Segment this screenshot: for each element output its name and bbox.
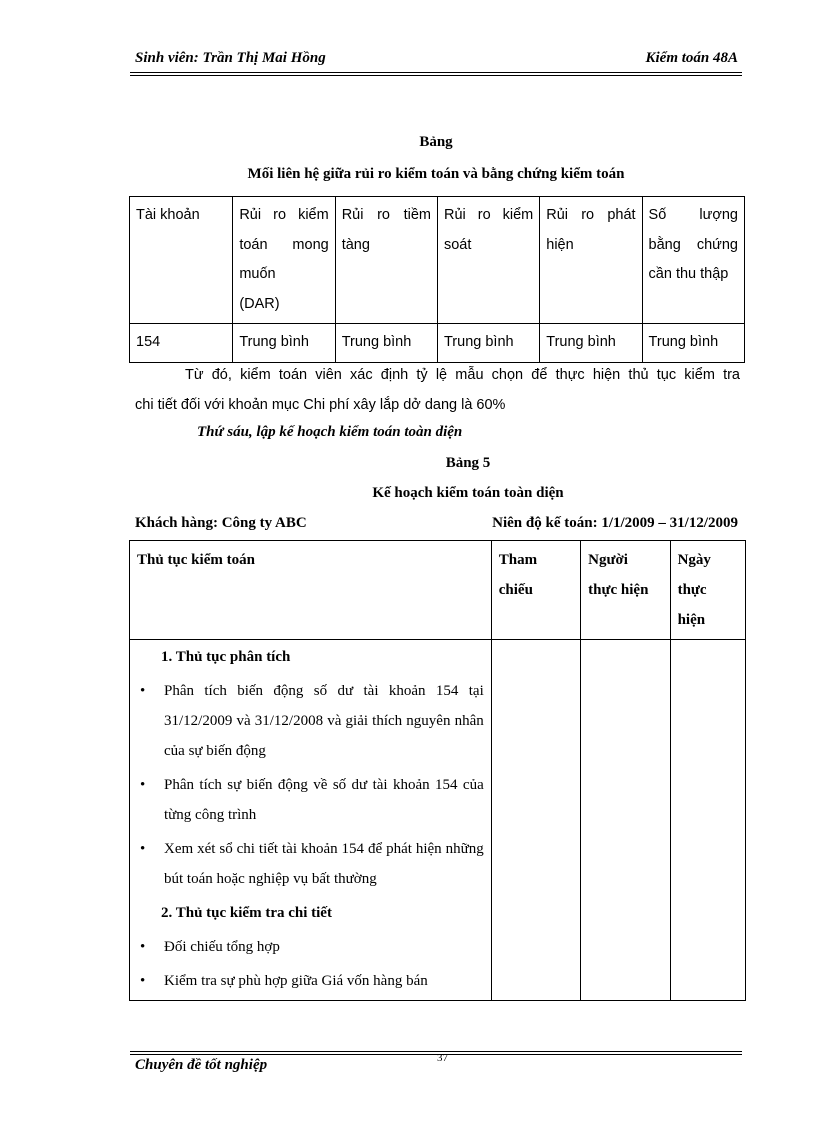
plan-date-cell bbox=[670, 640, 745, 1001]
header-course: Kiểm toán 48A bbox=[645, 50, 738, 66]
header-rule-2 bbox=[130, 75, 742, 76]
plan-header-reference bbox=[491, 541, 580, 640]
header-text: Rủi ro tiềm bbox=[341, 207, 431, 223]
list-item bbox=[137, 834, 484, 894]
header-text: Tài khoản bbox=[136, 207, 200, 223]
list-item bbox=[137, 932, 484, 962]
header-student: Sinh viên: Trần Thị Mai Hồng bbox=[135, 50, 326, 66]
table1-title: Mối liên hệ giữa rủi ro kiểm toán và bằng chứng kiểm toán bbox=[247, 166, 625, 182]
list-item-text: Đối chiếu tổng hợp bbox=[164, 939, 280, 955]
risk-cell-dar: Trung bình bbox=[233, 324, 335, 363]
risk-header-dar bbox=[233, 197, 335, 324]
list-item-text: Phân tích sự biến động về số dư tài khoản 154 của từng công trình bbox=[164, 777, 484, 823]
fiscal-period: Niên độ kế toán: 1/1/2009 – 31/12/2009 bbox=[492, 515, 738, 531]
header-text: Rủi ro kiểm bbox=[443, 207, 534, 223]
header-text: bằng chứng bbox=[648, 236, 738, 253]
risk-header-inherent bbox=[335, 197, 437, 324]
paragraph-line-1: Từ đó, kiểm toán viên xác định tỷ lệ mẫu chọn để thực hiện thủ tục kiểm tra bbox=[185, 367, 740, 383]
header-rule-1 bbox=[130, 72, 742, 73]
paragraph bbox=[135, 360, 740, 420]
table1-label: Bảng bbox=[419, 134, 453, 150]
bullet-icon: • bbox=[140, 841, 146, 857]
header-text: thực bbox=[677, 582, 707, 598]
plan-procedure-cell bbox=[130, 640, 492, 1001]
bullet-icon: • bbox=[140, 939, 146, 955]
header-text: Người bbox=[588, 552, 628, 568]
risk-header-evidence bbox=[642, 197, 744, 324]
section1-title: 1. Thủ tục phân tích bbox=[161, 649, 291, 665]
list-item bbox=[137, 966, 484, 996]
risk-cell-inherent: Trung bình bbox=[335, 324, 437, 363]
risk-table-header-row bbox=[130, 197, 745, 324]
header-text: Rủi ro phát bbox=[546, 207, 636, 223]
header-text: soát bbox=[443, 236, 472, 253]
list-item bbox=[137, 770, 484, 830]
list-item-text: Xem xét sổ chi tiết tài khoản 154 để phát hiện những bút toán hoặc nghiệp vụ bất thường bbox=[164, 841, 484, 887]
table2-title: Kế hoạch kiểm toán toàn diện bbox=[372, 485, 564, 501]
plan-body-row bbox=[130, 640, 746, 1001]
header-text: hiện bbox=[677, 612, 706, 628]
header-text: Ngày bbox=[677, 552, 711, 568]
list-item-text: Kiểm tra sự phù hợp giữa Giá vốn hàng bán bbox=[164, 973, 428, 989]
plan-header-date bbox=[670, 541, 745, 640]
bullet-icon: • bbox=[140, 683, 146, 699]
plan-header-row bbox=[130, 541, 746, 640]
risk-cell-account: 154 bbox=[130, 324, 233, 363]
page-number: 37 bbox=[437, 1052, 448, 1064]
risk-header-control bbox=[437, 197, 539, 324]
risk-cell-detection: Trung bình bbox=[540, 324, 642, 363]
plan-header-procedure: Thủ tục kiểm toán bbox=[130, 541, 492, 640]
section-heading: Thứ sáu, lập kế hoạch kiểm toán toàn diện bbox=[197, 424, 463, 440]
footer-title: Chuyên đề tốt nghiệp bbox=[135, 1057, 268, 1073]
header-text: tàng bbox=[341, 236, 370, 253]
header-text: Số lượng bbox=[648, 207, 738, 223]
risk-table-row bbox=[130, 324, 745, 363]
risk-header-detection bbox=[540, 197, 642, 324]
header-text: (DAR) bbox=[239, 295, 280, 312]
header-text: muốn bbox=[239, 266, 276, 282]
client-name: Khách hàng: Công ty ABC bbox=[135, 515, 307, 531]
header-text: toán mong bbox=[239, 236, 329, 253]
bullet-icon: • bbox=[140, 777, 146, 793]
footer-rule-1 bbox=[130, 1051, 742, 1052]
footer-rule-2 bbox=[130, 1054, 742, 1055]
plan-header-person bbox=[581, 541, 670, 640]
audit-plan-table bbox=[129, 540, 746, 1001]
plan-person-cell bbox=[581, 640, 670, 1001]
header-text: cần thu thập bbox=[648, 266, 729, 282]
header-text: Tham bbox=[498, 552, 538, 568]
header-text: hiện bbox=[546, 236, 574, 253]
risk-cell-evidence: Trung bình bbox=[642, 324, 744, 363]
risk-header-account bbox=[130, 197, 233, 324]
plan-reference-cell bbox=[491, 640, 580, 1001]
header-text: chiếu bbox=[498, 582, 533, 598]
section2-title: 2. Thủ tục kiểm tra chi tiết bbox=[161, 905, 332, 921]
bullet-icon: • bbox=[140, 973, 146, 989]
list-item-text: Phân tích biến động số dư tài khoản 154 tại 31/12/2009 và 31/12/2008 và giải thích nguyên nhân của sự biến động bbox=[164, 683, 484, 759]
risk-cell-control: Trung bình bbox=[437, 324, 539, 363]
header-text: Rủi ro kiểm bbox=[239, 207, 329, 223]
risk-table bbox=[129, 196, 745, 363]
table2-label: Bảng 5 bbox=[445, 455, 491, 471]
paragraph-line-2: chi tiết đối với khoản mục Chi phí xây lắp dở dang là 60% bbox=[135, 397, 506, 413]
list-item bbox=[137, 676, 484, 766]
header-text: thực hiện bbox=[588, 582, 649, 598]
